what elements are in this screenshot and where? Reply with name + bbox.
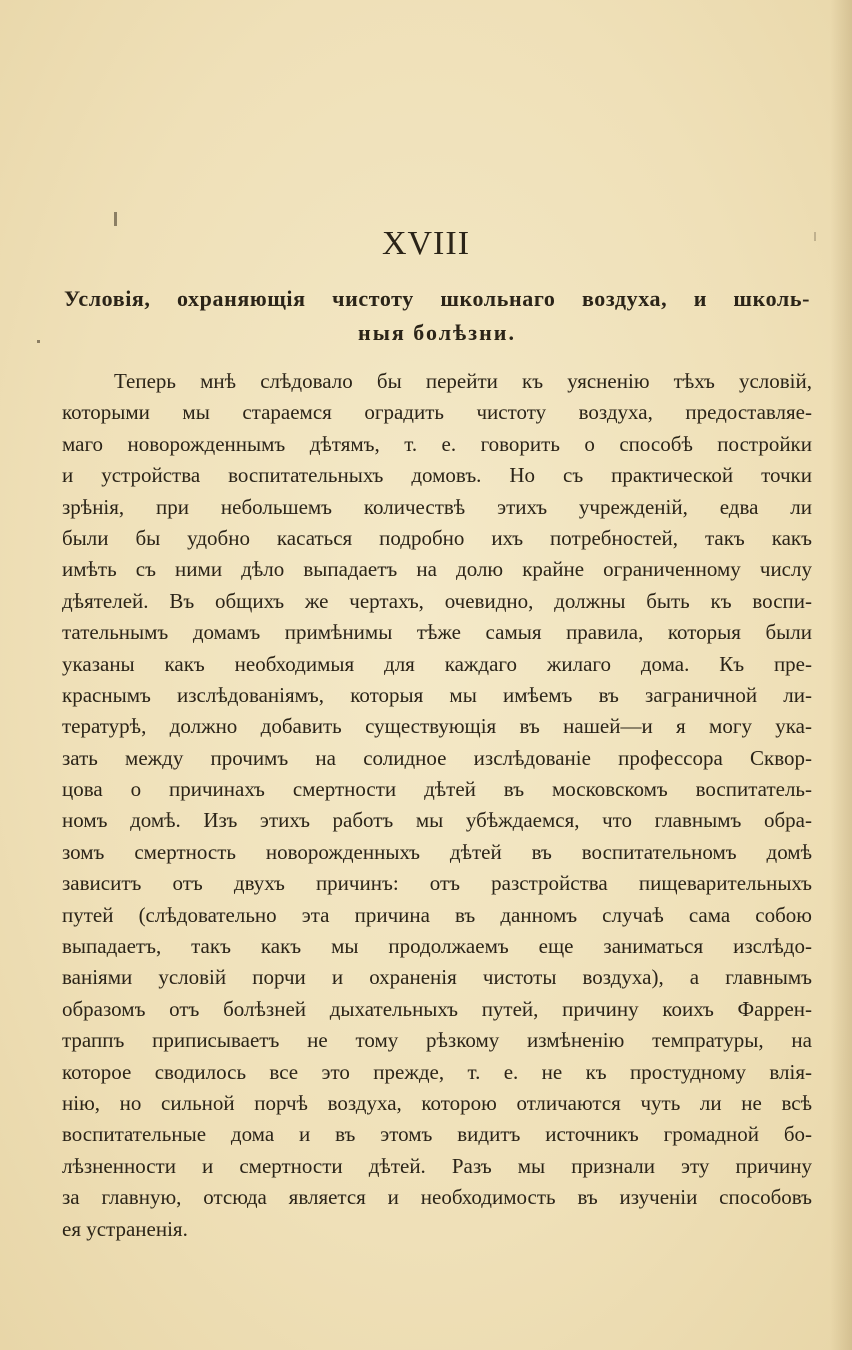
text-line: номъ домѣ. Изъ этихъ работъ мы убѣждаемся, что главнымъ обра-: [62, 808, 812, 833]
chapter-title-line: ныя болѣзни.: [358, 320, 516, 345]
text-line: и устройства воспитательныхъ домовъ. Но съ практической точки: [62, 463, 812, 488]
text-line: траппъ приписываетъ не тому рѣзкому измѣненію темпратуры, на: [62, 1028, 812, 1053]
text-line: Теперь мнѣ слѣдовало бы перейти къ уясненію тѣхъ условій,: [114, 369, 812, 393]
chapter-title: [64, 282, 810, 350]
page-edge-shadow: [830, 0, 852, 1350]
text-line: тературѣ, должно добавить существующія въ нашей—и я могу ука-: [62, 714, 812, 739]
text-line: маго новорожденнымъ дѣтямъ, т. е. говорить о способѣ постройки: [62, 431, 812, 456]
text-line: дѣятелей. Въ общихъ же чертахъ, очевидно, должны быть къ воспи-: [62, 588, 812, 613]
text-line: указаны какъ необходимыя для каждаго жилаго дома. Къ пре-: [62, 651, 812, 676]
text-line: лѣзненности и смертности дѣтей. Разъ мы признали эту причину: [62, 1153, 812, 1178]
chapter-title-line: Условія, охраняющія чистоту школьнаго воздуха, и школь-: [64, 286, 810, 311]
text-line: зрѣнія, при небольшемъ количествѣ этихъ учрежденій, едва ли: [62, 494, 812, 519]
text-line: ваніями условій порчи и охраненія чистоты воздуха), а главнымъ: [62, 965, 812, 990]
body-paragraph: [62, 366, 812, 1245]
text-line: нію, но сильной порчѣ воздуха, которою отличаются чуть ли не всѣ: [62, 1090, 812, 1115]
text-line: тательнымъ домамъ примѣнимы тѣже самыя правила, которыя были: [62, 620, 812, 645]
text-line: ея устраненія.: [62, 1216, 188, 1241]
text-line: краснымъ изслѣдованіямъ, которыя мы имѣемъ въ заграничной ли-: [62, 682, 812, 707]
chapter-number: XVIII: [381, 225, 471, 262]
text-line: имѣть съ ними дѣло выпадаетъ на долю крайне ограниченному числу: [62, 557, 812, 582]
text-line: образомъ отъ болѣзней дыхательныхъ путей, причину коихъ Фаррен-: [62, 996, 812, 1021]
ink-mark: [37, 340, 40, 343]
text-line: зависитъ отъ двухъ причинъ: отъ разстройства пищеварительныхъ: [62, 871, 812, 896]
text-line: были бы удобно касаться подробно ихъ потребностей, такъ какъ: [62, 525, 812, 550]
text-line: которое сводилось все это прежде, т. е. не къ простудному влія-: [62, 1059, 812, 1084]
text-line: цова о причинахъ смертности дѣтей въ московскомъ воспитатель-: [62, 777, 812, 802]
text-line: зать между прочимъ на солидное изслѣдованіе профессора Сквор-: [62, 745, 812, 770]
text-line: путей (слѣдовательно эта причина въ данномъ случаѣ сама собою: [62, 902, 812, 927]
text-line: выпадаетъ, такъ какъ мы продолжаемъ еще заниматься изслѣдо-: [62, 934, 812, 959]
text-line: которыми мы стараемся оградить чистоту воздуха, предоставляе-: [62, 400, 812, 425]
text-line: воспитательные дома и въ этомъ видитъ источникъ громадной бо-: [62, 1122, 812, 1147]
text-line: зомъ смертность новорожденныхъ дѣтей въ воспитательномъ домѣ: [62, 839, 812, 864]
text-line: за главную, отсюда является и необходимость въ изученіи способовъ: [62, 1185, 812, 1210]
